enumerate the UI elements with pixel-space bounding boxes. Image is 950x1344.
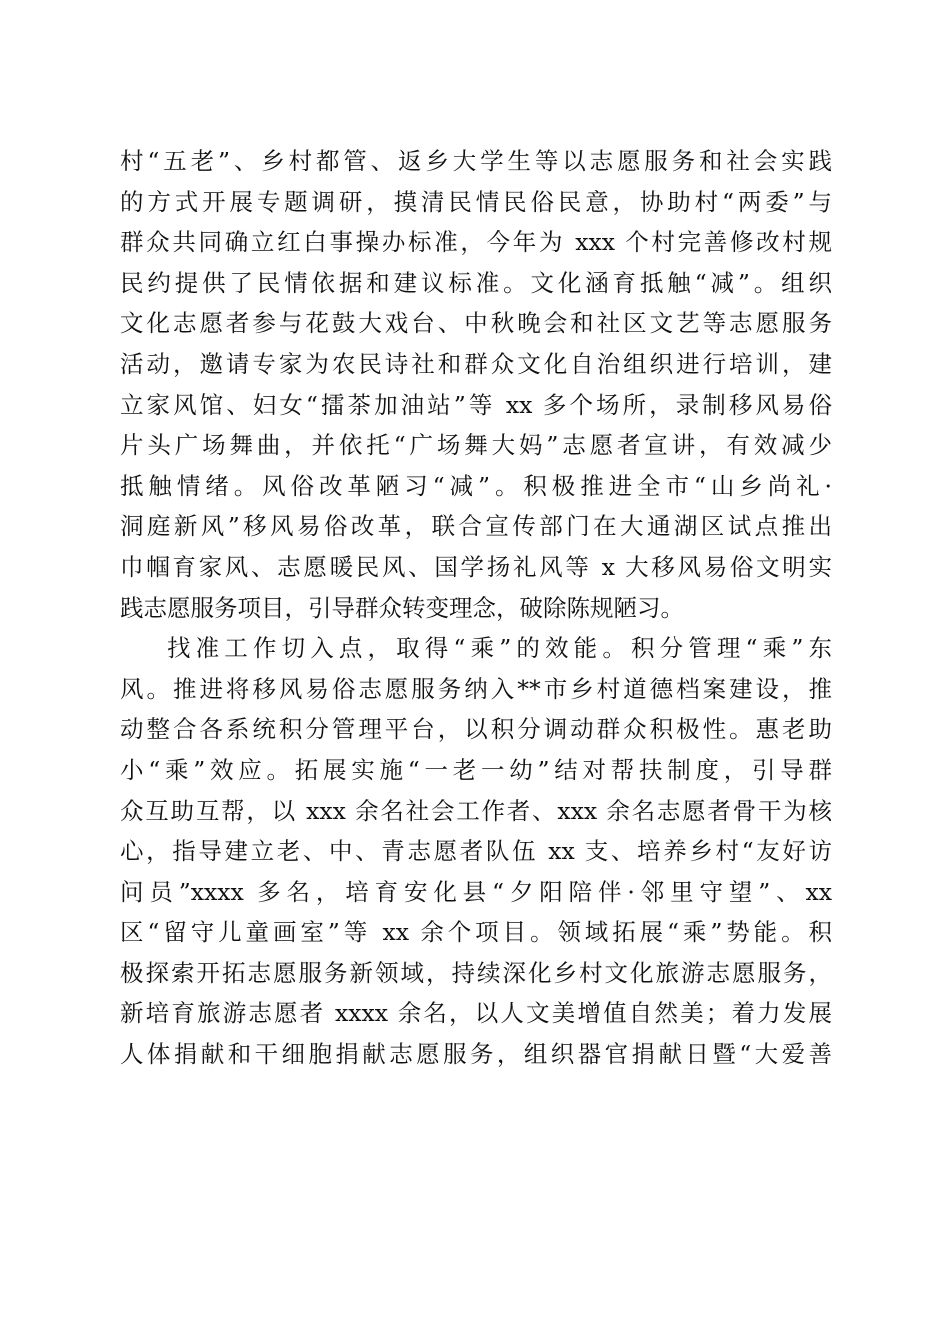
text-line: 群众共同确立红白事操办标准，今年为 xxx 个村完善修改村规 xyxy=(120,228,832,257)
text-line: 众互助互帮，以 xxx 余名社会工作者、xxx 余名志愿者骨干为核 xyxy=(120,796,832,825)
text-line: 洞庭新风”移风易俗改革，联合宣传部门在大通湖区试点推出 xyxy=(120,512,832,541)
text-line: 心，指导建立老、中、青志愿者队伍 xx 支、培养乡村“友好访 xyxy=(120,837,832,866)
text-line: 村“五老”、乡村都管、返乡大学生等以志愿服务和社会实践 xyxy=(120,147,832,175)
text-line: 风。推进将移风易俗志愿服务纳入**市乡村道德档案建设，推 xyxy=(120,674,832,703)
text-line: 问员”xxxx 多名，培育安化县“夕阳陪伴·邻里守望”、xx xyxy=(120,877,832,906)
text-line: 文化志愿者参与花鼓大戏台、中秋晚会和社区文艺等志愿服务 xyxy=(120,309,832,338)
text-line: 动整合各系统积分管理平台，以积分调动群众积极性。惠老助 xyxy=(120,715,832,744)
text-line: 片头广场舞曲，并依托“广场舞大妈”志愿者宣讲，有效减少 xyxy=(120,431,832,460)
text-line: 极探索开拓志愿服务新领域，持续深化乡村文化旅游志愿服务， xyxy=(120,958,832,987)
text-line: 的方式开展专题调研，摸清民情民俗民意，协助村“两委”与 xyxy=(120,187,832,216)
text-line: 民约提供了民情依据和建议标准。文化涵育抵触“减”。组织 xyxy=(120,268,832,297)
text-line: 活动，邀请专家为农民诗社和群众文化自治组织进行培训，建 xyxy=(120,349,832,378)
text-line: 找准工作切入点，取得“乘”的效能。积分管理“乘”东 xyxy=(167,634,832,663)
paragraph-1 xyxy=(120,141,832,628)
document-body xyxy=(120,141,832,1075)
text-line: 新培育旅游志愿者 xxxx 余名，以人文美增值自然美；着力发展 xyxy=(120,999,832,1028)
text-line: 践志愿服务项目，引导群众转变理念，破除陈规陋习。 xyxy=(120,593,684,622)
text-line: 抵触情绪。风俗改革陋习“减”。积极推进全市“山乡尚礼· xyxy=(120,471,832,500)
text-line: 人体捐献和干细胞捐献志愿服务，组织器官捐献日暨“大爱善 xyxy=(120,1040,832,1069)
text-line: 区“留守儿童画室”等 xx 余个项目。领域拓展“乘”势能。积 xyxy=(120,918,832,947)
text-line: 小“乘”效应。拓展实施“一老一幼”结对帮扶制度，引导群 xyxy=(120,755,832,784)
text-line: 立家风馆、妇女“擂茶加油站”等 xx 多个场所，录制移风易俗 xyxy=(120,390,832,419)
text-line: 巾帼育家风、志愿暖民风、国学扬礼风等 x 大移风易俗文明实 xyxy=(120,552,832,581)
paragraph-2 xyxy=(120,628,832,1075)
